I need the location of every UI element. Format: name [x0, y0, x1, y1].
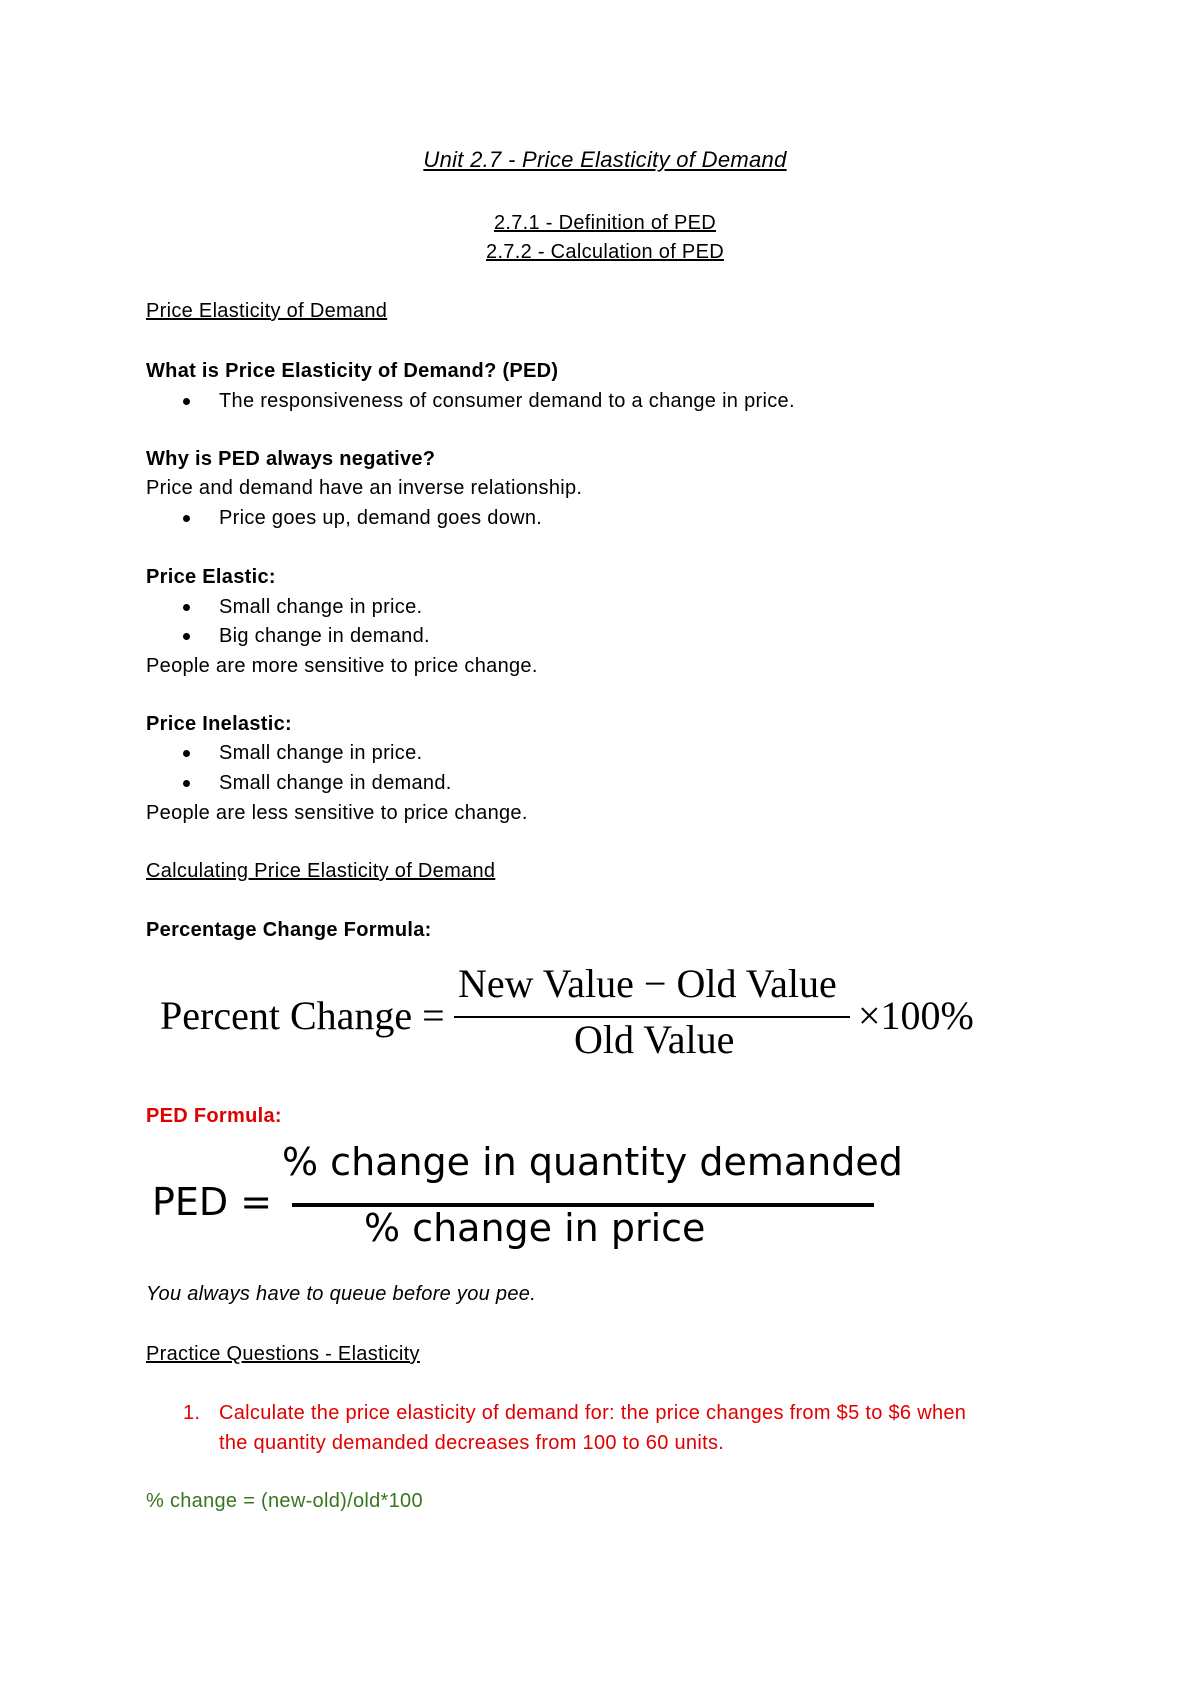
- bullet-icon: [183, 750, 190, 757]
- paragraph: People are less sensitive to price change.: [146, 802, 528, 824]
- question-number: 1.: [183, 1402, 201, 1424]
- inelastic-heading: Price Inelastic:: [146, 713, 292, 735]
- mnemonic: You always have to queue before you pee.: [146, 1283, 537, 1305]
- paragraph: People are more sensitive to price change.: [146, 655, 538, 677]
- formula-numerator: % change in quantity demanded: [282, 1140, 903, 1184]
- list-item-text: Big change in demand.: [219, 625, 430, 647]
- document-title: Unit 2.7 - Price Elasticity of Demand: [423, 147, 787, 172]
- formula-numerator: New Value − Old Value: [458, 961, 837, 1006]
- paragraph: Price and demand have an inverse relationship.: [146, 477, 583, 499]
- formula-heading: PED Formula:: [146, 1105, 282, 1127]
- elastic-heading: Price Elastic:: [146, 566, 276, 588]
- list-item-text: Small change in price.: [219, 596, 423, 618]
- question-text-line1: Calculate the price elasticity of demand for: the price changes from $5 to $6 when: [219, 1402, 967, 1424]
- question-text-line2: the quantity demanded decreases from 100 to 60 units.: [219, 1432, 725, 1454]
- bullet-icon: [183, 633, 190, 640]
- question-heading: Why is PED always negative?: [146, 448, 436, 470]
- list-item: [183, 771, 452, 795]
- bullet-icon: [183, 398, 190, 405]
- question-heading: What is Price Elasticity of Demand? (PED): [146, 360, 559, 382]
- list-item-text: Small change in demand.: [219, 772, 452, 794]
- list-item: [183, 506, 542, 530]
- formula-lhs: PED =: [152, 1180, 273, 1224]
- section-heading: Price Elasticity of Demand: [146, 300, 388, 322]
- bullet-icon: [183, 780, 190, 787]
- formula-lhs: Percent Change =: [160, 993, 445, 1038]
- bullet-icon: [183, 604, 190, 611]
- toc-link-calculation[interactable]: 2.7.2 - Calculation of PED: [486, 241, 724, 263]
- list-item-text: Price goes up, demand goes down.: [219, 507, 543, 529]
- list-item-text: Small change in price.: [219, 742, 423, 764]
- formula-heading: Percentage Change Formula:: [146, 919, 432, 941]
- list-item: [183, 389, 795, 413]
- section-heading: Practice Questions - Elasticity: [146, 1343, 420, 1365]
- list-item: [183, 595, 422, 619]
- formula-multiplier: ×100%: [858, 993, 974, 1038]
- list-item: [183, 741, 422, 765]
- answer-formula: % change = (new-old)/old*100: [146, 1490, 423, 1512]
- formula-denominator: Old Value: [574, 1017, 735, 1062]
- toc-link-definition[interactable]: 2.7.1 - Definition of PED: [493, 212, 717, 234]
- bullet-icon: [183, 515, 190, 522]
- section-heading: Calculating Price Elasticity of Demand: [146, 860, 496, 882]
- formula-denominator: % change in price: [364, 1206, 706, 1250]
- list-item: [183, 624, 430, 648]
- list-item-text: The responsiveness of consumer demand to a change in price.: [219, 390, 795, 412]
